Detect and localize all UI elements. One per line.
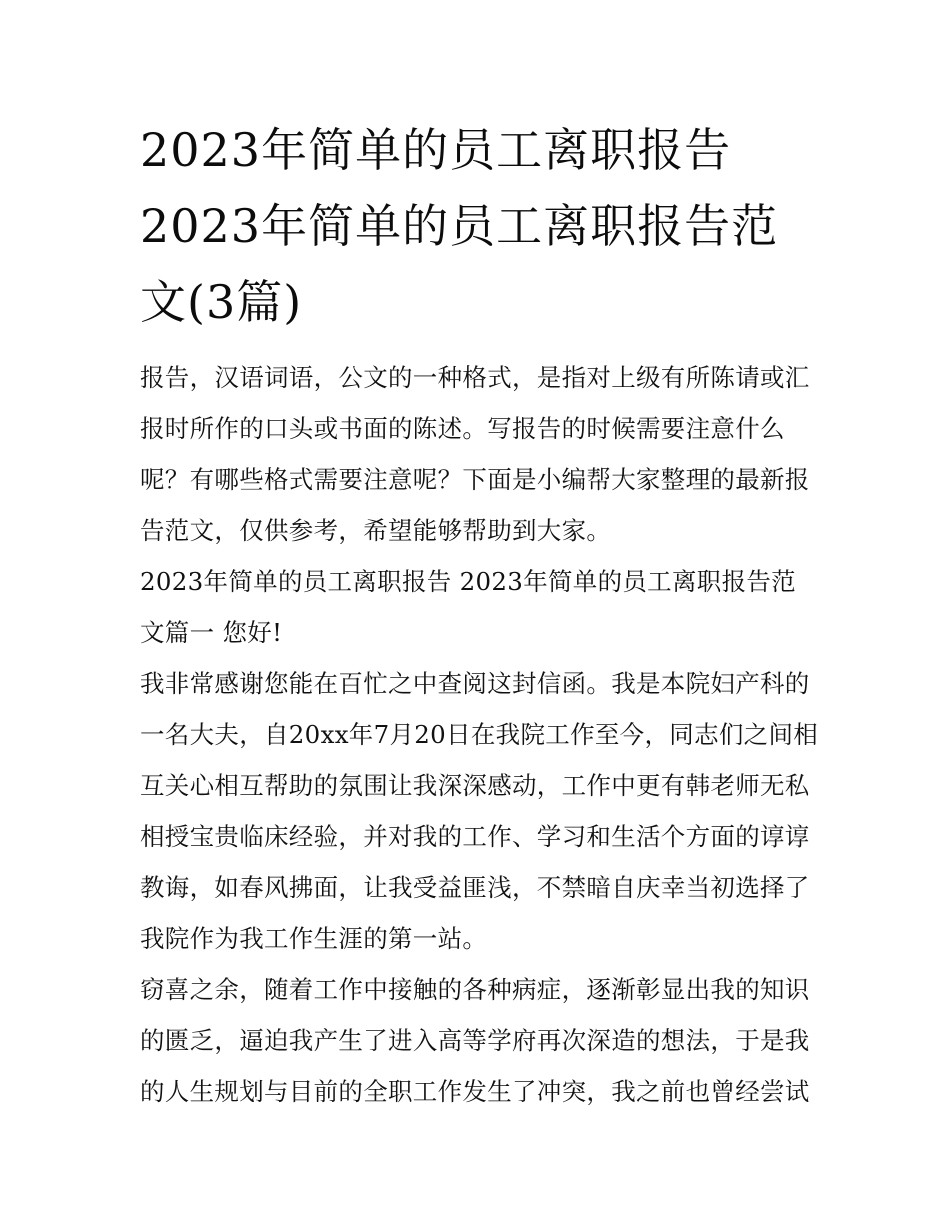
document-body: [140, 352, 820, 1117]
title-line-2: 2023年简单的员工离职报告范: [140, 199, 779, 253]
title-line-1: 2023年简单的员工离职报告: [140, 123, 732, 177]
document-title: [140, 112, 820, 340]
body-paragraph-1: 我非常感谢您能在百忙之中查阅这封信函。我是本院妇产科的一名大夫，自20xx年7月20日在我院工作至今，同志们之间相互关心相互帮助的氛围让我深深感动，工作中更有韩老师无私相授宝贵临床经验，并对我的工作、学习和生活个方面的谆谆教诲，如春风拂面，让我受益匪浅，不禁暗自庆幸当初选择了我院作为我工作生涯的第一站。: [140, 669, 819, 953]
title-line-3: 文(3篇): [140, 275, 303, 329]
intro-paragraph: 报告，汉语词语，公文的一种格式，是指对上级有所陈请或汇报时所作的口头或书面的陈述。写报告的时候需要注意什么呢？有哪些格式需要注意呢？下面是小编帮大家整理的最新报告范文，仅供参考，希望能够帮助到大家。: [140, 363, 810, 545]
body-paragraph-2: 窃喜之余，随着工作中接触的各种病症，逐渐彰显出我的知识的匮乏，逼迫我产生了进入高等学府再次深造的想法，于是我的人生规划与目前的全职工作发生了冲突，我之前也曾经尝试: [140, 975, 810, 1106]
document-page: [140, 112, 820, 1117]
section-heading-paragraph: 2023年简单的员工离职报告 2023年简单的员工离职报告范文篇一 您好!: [140, 567, 796, 647]
